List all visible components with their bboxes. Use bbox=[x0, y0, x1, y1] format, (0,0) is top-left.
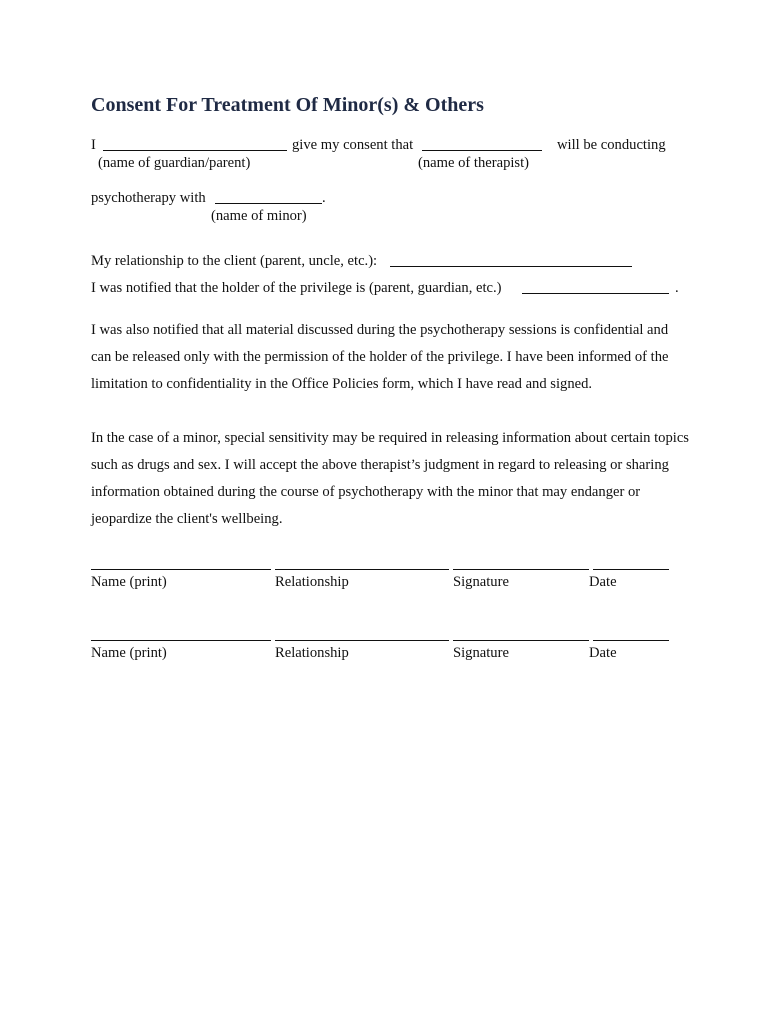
confidentiality-paragraph: I was also notified that all material discussed during the psychotherapy sessions is confidential and can be released only with the permission of the holder of the privilege. I have been informed of the limitation to confidentiality in the Office Policies form, which I have read and signed. bbox=[91, 322, 669, 392]
signature-row-2-relationship-field[interactable] bbox=[275, 640, 449, 641]
line2-prefix: psychotherapy with bbox=[91, 190, 206, 206]
signature-row-1-signature-field[interactable] bbox=[453, 569, 589, 570]
signature-row-1-date-label: Date bbox=[589, 574, 617, 590]
signature-row-1-name-label: Name (print) bbox=[91, 574, 167, 590]
signature-row-2-date-label: Date bbox=[589, 645, 617, 661]
line1-prefix: I bbox=[91, 137, 96, 153]
line1-middle: give my consent that bbox=[292, 137, 414, 153]
privilege-suffix: . bbox=[675, 280, 679, 296]
therapist-name-field[interactable] bbox=[422, 150, 542, 151]
line1-suffix: will be conducting bbox=[557, 137, 666, 153]
signature-row-2-name-label: Name (print) bbox=[91, 645, 167, 661]
signature-row-1-date-field[interactable] bbox=[593, 569, 669, 570]
relationship-label: My relationship to the client (parent, uncle, etc.): bbox=[91, 253, 378, 269]
signature-row-2-name-field[interactable] bbox=[91, 640, 271, 641]
signature-row-1-name-field[interactable] bbox=[91, 569, 271, 570]
signature-row-1-relationship-label: Relationship bbox=[275, 574, 349, 590]
guardian-name-field[interactable] bbox=[103, 150, 287, 151]
signature-row-2-signature-field[interactable] bbox=[453, 640, 589, 641]
line2-suffix: . bbox=[322, 190, 326, 206]
document-title: Consent For Treatment Of Minor(s) & Others bbox=[91, 94, 484, 116]
privilege-label: I was notified that the holder of the privilege is (parent, guardian, etc.) bbox=[91, 280, 502, 296]
relationship-field[interactable] bbox=[390, 266, 632, 267]
signature-row-2-signature-label: Signature bbox=[453, 645, 509, 661]
hint-guardian: (name of guardian/parent) bbox=[98, 155, 251, 171]
hint-therapist: (name of therapist) bbox=[418, 155, 530, 171]
privilege-holder-field[interactable] bbox=[522, 293, 669, 294]
signature-row-1-relationship-field[interactable] bbox=[275, 569, 449, 570]
signature-row-1-signature-label: Signature bbox=[453, 574, 509, 590]
minor-name-field[interactable] bbox=[215, 203, 322, 204]
minor-sensitivity-paragraph: In the case of a minor, special sensitivity may be required in releasing information about certain topics such as drugs and sex. I will accept the above therapist’s judgment in regard to releasing or sharing information obtained during the course of psychotherapy with the minor that may endanger or jeopardize the client's wellbeing. bbox=[91, 430, 689, 527]
signature-row-2-relationship-label: Relationship bbox=[275, 645, 349, 661]
signature-row-2-date-field[interactable] bbox=[593, 640, 669, 641]
hint-minor: (name of minor) bbox=[211, 208, 307, 224]
